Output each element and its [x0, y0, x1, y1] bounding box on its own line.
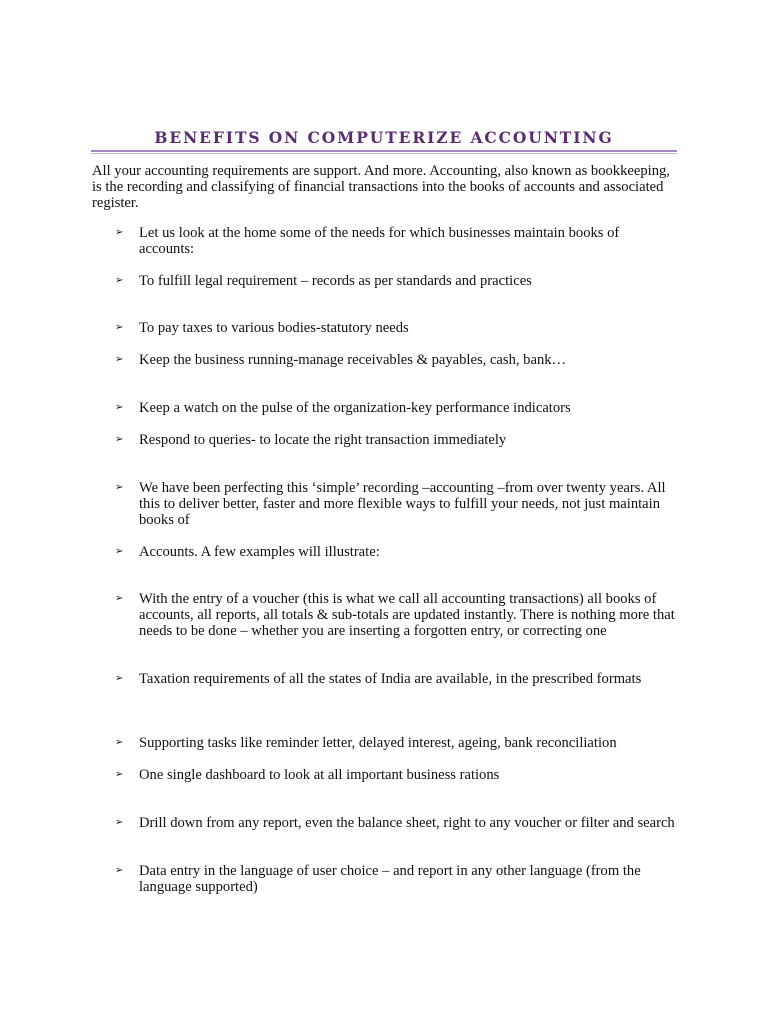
- title-underline-secondary: [91, 153, 677, 154]
- list-item-text: Supporting tasks like reminder letter, delayed interest, ageing, bank reconciliation: [139, 735, 617, 751]
- list-item: [115, 544, 675, 560]
- list-item: [115, 735, 675, 751]
- arrow-bullet-icon: ➢: [115, 593, 124, 604]
- list-item: [115, 432, 675, 448]
- list-item-text: Drill down from any report, even the balance sheet, right to any voucher or filter and search: [139, 815, 675, 831]
- list-item: [115, 225, 675, 257]
- arrow-bullet-icon: ➢: [115, 817, 124, 828]
- list-item-text: Keep the business running-manage receivables & payables, cash, bank…: [139, 352, 567, 368]
- arrow-bullet-icon: ➢: [115, 546, 124, 557]
- list-item-text: Keep a watch on the pulse of the organization-key performance indicators: [139, 400, 571, 416]
- list-item: [115, 591, 675, 639]
- list-item: [115, 767, 675, 783]
- list-item: [115, 671, 675, 687]
- arrow-bullet-icon: ➢: [115, 482, 124, 493]
- arrow-bullet-icon: ➢: [115, 322, 124, 333]
- list-item-text: Taxation requirements of all the states of India are available, in the prescribed formats: [139, 671, 642, 687]
- list-item-text: Let us look at the home some of the needs for which businesses maintain books of accounts:: [139, 225, 620, 257]
- list-item-text: To pay taxes to various bodies-statutory needs: [139, 320, 409, 336]
- list-item: [115, 815, 675, 831]
- list-item-text: To fulfill legal requirement – records as per standards and practices: [139, 273, 532, 289]
- list-item: [115, 863, 675, 895]
- arrow-bullet-icon: ➢: [115, 354, 124, 365]
- arrow-bullet-icon: ➢: [115, 275, 124, 286]
- arrow-bullet-icon: ➢: [115, 434, 124, 445]
- list-item: [115, 352, 675, 368]
- arrow-bullet-icon: ➢: [115, 673, 124, 684]
- page-title: BENEFITS ON COMPUTERIZE ACCOUNTING: [154, 128, 614, 147]
- list-item: [115, 400, 675, 416]
- list-item: [115, 320, 675, 336]
- list-item-text: We have been perfecting this ‘simple’ recording –accounting –from over twenty years. All this to deliver better, faster and more flexible ways to fulfill your needs, not just maintain books of: [139, 480, 666, 528]
- list-item: [115, 480, 675, 528]
- title-underline: [91, 150, 677, 152]
- list-item-text: One single dashboard to look at all important business rations: [139, 767, 500, 783]
- list-item-text: With the entry of a voucher (this is what we call all accounting transactions) all books of accounts, all reports, all totals & sub-totals are updated instantly. There is nothing more that needs to be done – whether you are inserting a forgotten entry, or correcting one: [139, 591, 675, 639]
- list-item: [115, 273, 675, 289]
- intro-paragraph: All your accounting requirements are support. And more. Accounting, also known as bookkeeping, is the recording and classifying of financial transactions into the books of accounts and associated register.: [92, 163, 670, 211]
- arrow-bullet-icon: ➢: [115, 865, 124, 876]
- arrow-bullet-icon: ➢: [115, 737, 124, 748]
- arrow-bullet-icon: ➢: [115, 227, 124, 238]
- list-item-text: Accounts. A few examples will illustrate:: [139, 544, 380, 560]
- arrow-bullet-icon: ➢: [115, 769, 124, 780]
- arrow-bullet-icon: ➢: [115, 402, 124, 413]
- list-item-text: Data entry in the language of user choice – and report in any other language (from the language supported): [139, 863, 641, 895]
- list-item-text: Respond to queries- to locate the right transaction immediately: [139, 432, 507, 448]
